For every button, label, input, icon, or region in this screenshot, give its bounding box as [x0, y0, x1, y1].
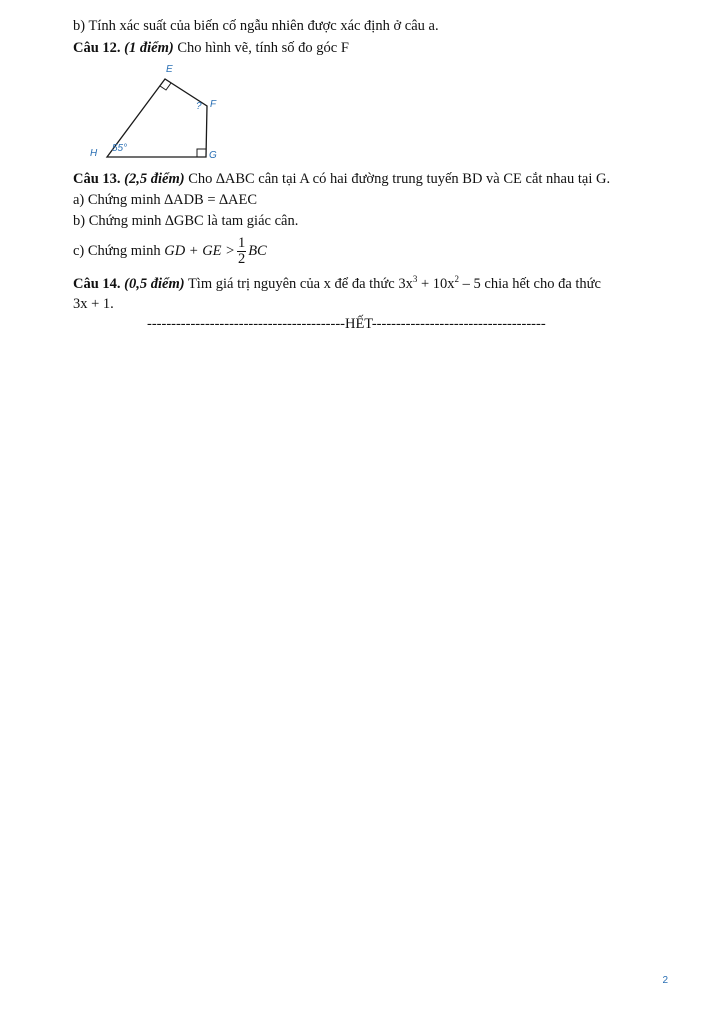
q13-part-b: b) Chứng minh ∆GBC là tam giác cân.	[73, 213, 299, 229]
angle-h-value: 55°	[112, 143, 128, 154]
q13-points: (2,5 điểm)	[124, 171, 185, 187]
end-marker: -----------------------------------------HẾT------------------------------------	[147, 316, 546, 332]
question-14	[73, 275, 601, 293]
question-13	[73, 170, 610, 188]
q14-points: (0,5 điểm)	[124, 276, 185, 292]
q14-exponent-3: 3	[412, 274, 418, 284]
q12-number: Câu 12.	[73, 40, 121, 56]
q13-text: Cho ∆ABC cân tại A có hai đường trung tuyến BD và CE cắt nhau tại G.	[188, 171, 611, 187]
question-12	[73, 39, 349, 57]
part-b-line	[73, 17, 439, 35]
quadrilateral-figure	[85, 56, 225, 166]
q14-text-1: Tìm giá trị nguyên của x để đa thức 3x	[187, 276, 413, 292]
q14-number: Câu 14.	[73, 276, 121, 292]
page-number: 2	[662, 975, 668, 986]
q13-c-prefix: c) Chứng minh	[73, 243, 161, 259]
q13-number: Câu 13.	[73, 171, 121, 187]
label-f: F	[210, 99, 217, 110]
q13-part-a: a) Chứng minh ∆ADB = ∆AEC	[73, 192, 258, 208]
q13-part-c	[73, 233, 267, 269]
part-b-text: b) Tính xác suất của biến cố ngẫu nhiên được xác định ở câu a.	[73, 18, 439, 34]
fraction-numerator: 1	[237, 235, 246, 252]
q12-points: (1 điểm)	[124, 40, 174, 56]
q13-c-rhs: BC	[248, 243, 267, 259]
right-angle-mark-g	[197, 149, 206, 157]
q12-text: Cho hình vẽ, tính số đo góc F	[177, 40, 349, 56]
q14-exponent-2: 2	[454, 274, 460, 284]
q14-line-2: 3x + 1.	[73, 296, 114, 312]
q14-text-2: + 10x	[417, 276, 455, 292]
fraction-denominator: 2	[237, 251, 246, 268]
unknown-angle-mark: ?	[196, 101, 202, 112]
label-h: H	[90, 148, 98, 159]
label-g: G	[209, 150, 217, 161]
one-half-fraction	[237, 236, 246, 267]
q13-c-lhs: GD + GE >	[164, 243, 235, 259]
q14-text-3: – 5 chia hết cho đa thức	[459, 276, 601, 292]
label-e: E	[166, 64, 173, 75]
